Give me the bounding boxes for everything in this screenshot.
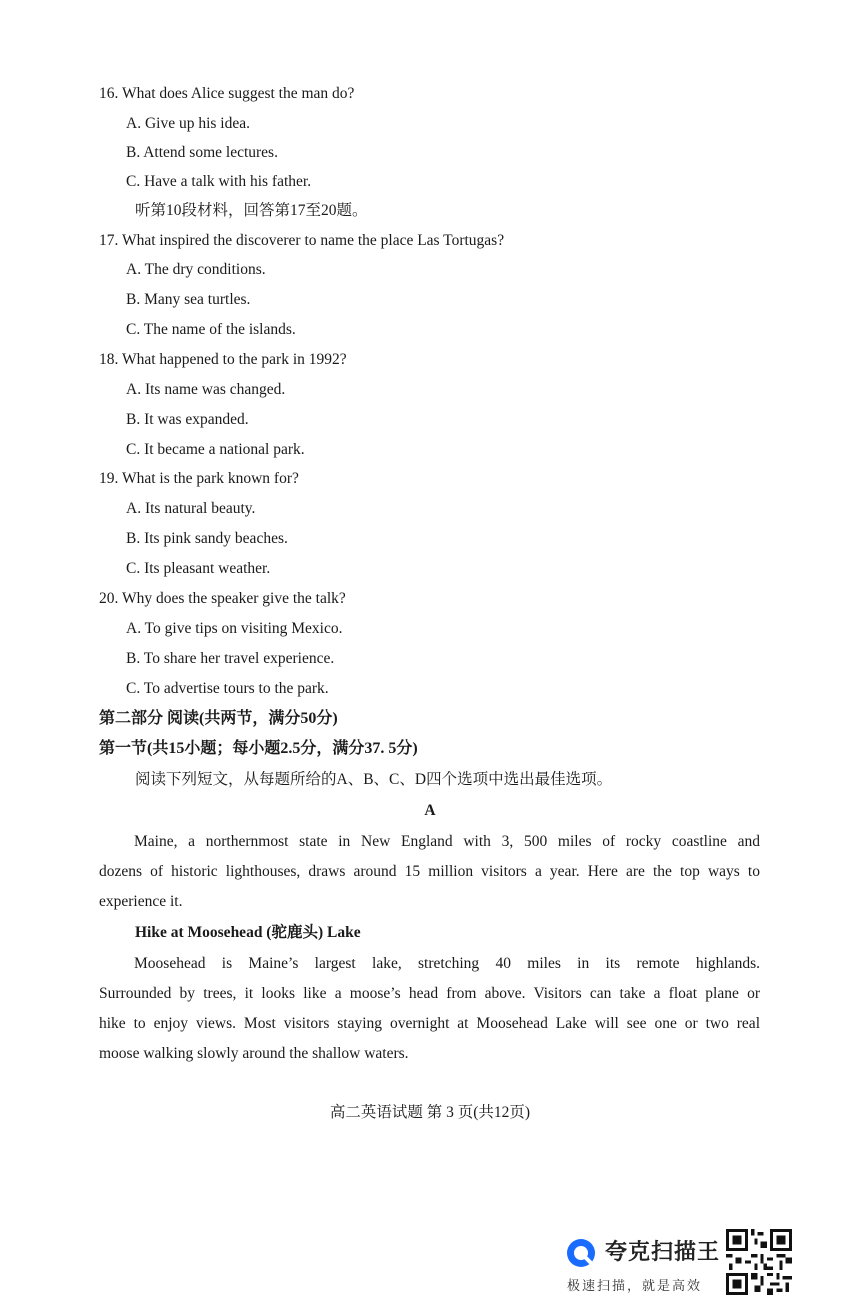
passage-intro-line-3: experience it. — [99, 893, 183, 910]
question-18-option-c: C. It became a national park. — [126, 441, 305, 458]
question-17-option-a: A. The dry conditions. — [126, 261, 266, 278]
question-18-stem: 18. What happened to the park in 1992? — [99, 351, 347, 368]
listening-instruction: 听第10段材料，回答第17至20题。 — [135, 202, 368, 219]
passage-body-line-2: Surrounded by trees, it looks like a moose’s head from above. Visitors can take a float plane or — [99, 985, 760, 1002]
passage-intro-line-2: dozens of historic lighthouses, draws around 15 million visitors a year. Here are the top ways to — [99, 863, 760, 880]
question-16-option-a: A. Give up his idea. — [126, 115, 250, 132]
quark-logo-icon — [565, 1237, 597, 1269]
page-footer: 高二英语试题 第 3 页(共12页) — [329, 1104, 531, 1121]
question-16-stem: 16. What does Alice suggest the man do? — [99, 85, 355, 102]
passage-body-line-4: moose walking slowly around the shallow waters. — [99, 1045, 409, 1062]
question-19-option-c: C. Its pleasant weather. — [126, 560, 271, 577]
passage-intro-line-1: Maine, a northernmost state in New England with 3, 500 miles of rocky coastline and — [134, 833, 760, 850]
question-18-option-a: A. Its name was changed. — [126, 381, 286, 398]
question-19-option-a: A. Its natural beauty. — [126, 500, 256, 517]
question-16-option-b: B. Attend some lectures. — [126, 144, 278, 161]
reading-instruction: 阅读下列短文，从每题所给的A、B、C、D四个选项中选出最佳选项。 — [135, 771, 613, 788]
brand-slogan: 极速扫描，就是高效 — [567, 1279, 703, 1294]
question-20-option-a: A. To give tips on visiting Mexico. — [126, 620, 343, 637]
qr-code-icon — [726, 1229, 792, 1295]
question-17-option-b: B. Many sea turtles. — [126, 291, 251, 308]
question-18-option-b: B. It was expanded. — [126, 411, 249, 428]
question-19-option-b: B. Its pink sandy beaches. — [126, 530, 288, 547]
passage-body-line-3: hike to enjoy views. Most visitors staying overnight at Moosehead Lake will see one or two real — [99, 1015, 760, 1032]
question-17-option-c: C. The name of the islands. — [126, 321, 296, 338]
question-17-stem: 17. What inspired the discoverer to name the place Las Tortugas? — [99, 232, 505, 249]
question-16-option-c: C. Have a talk with his father. — [126, 173, 312, 190]
scanner-watermark — [565, 1233, 725, 1295]
passage-body-line-1: Moosehead is Maine’s largest lake, stretching 40 miles in its remote highlands. — [134, 955, 760, 972]
question-20-option-b: B. To share her travel experience. — [126, 650, 335, 667]
passage-subheading: Hike at Moosehead (驼鹿头) Lake — [135, 924, 361, 941]
brand-name: 夸克扫描王 — [605, 1240, 721, 1265]
section-one-heading: 第一节(共15小题；每小题2.5分，满分37. 5分) — [99, 740, 418, 757]
question-19-stem: 19. What is the park known for? — [99, 470, 299, 487]
passage-label: A — [424, 802, 436, 819]
question-20-option-c: C. To advertise tours to the park. — [126, 680, 329, 697]
part-two-heading: 第二部分 阅读(共两节，满分50分) — [99, 710, 338, 727]
question-20-stem: 20. Why does the speaker give the talk? — [99, 590, 346, 607]
